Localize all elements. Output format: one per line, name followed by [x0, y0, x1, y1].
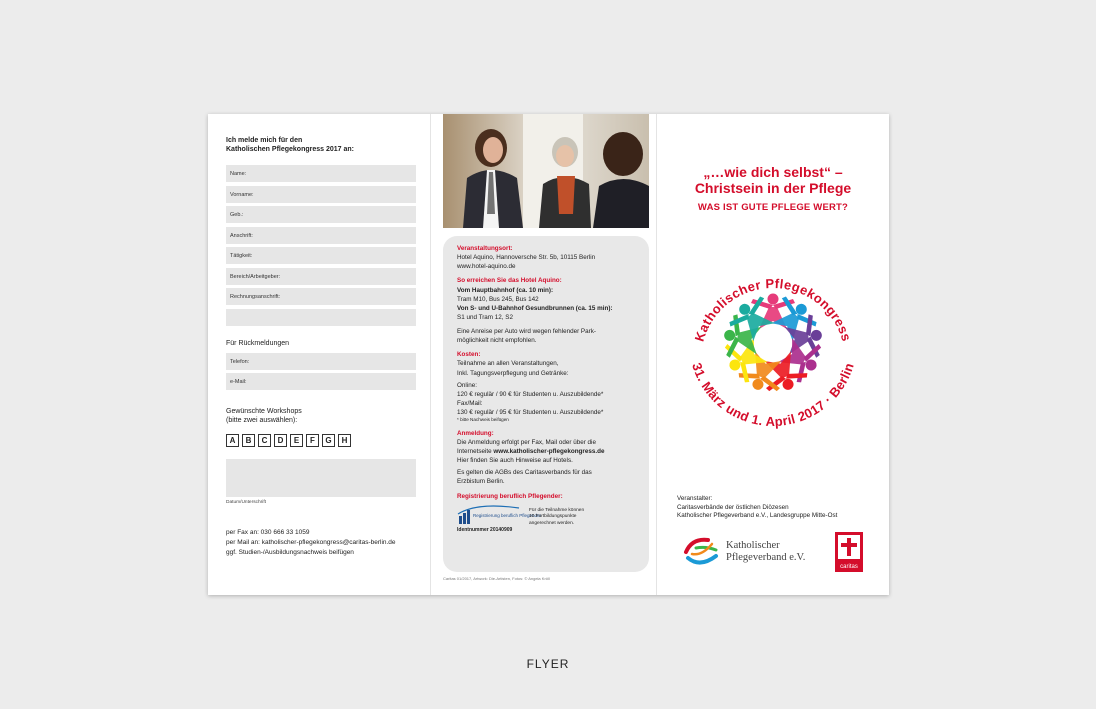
first-name-field[interactable]: Vorname:	[226, 186, 416, 203]
gesundbrunnen-text: S1 und Tram 12, S2	[457, 313, 514, 321]
contact-note: ggf. Studien-/Ausbildungsnachweis beifügen	[226, 549, 354, 557]
registration-title-line2: Katholischen Pflegekongress 2017 an:	[226, 146, 354, 154]
headline-question: WAS IST GUTE PFLEGE WERT?	[697, 202, 849, 213]
registration-logo-text: Registrierung beruflich Pflegender	[473, 512, 542, 518]
venue-heading: Veranstaltungsort:	[457, 245, 513, 252]
workshop-h-checkbox[interactable]: H	[338, 434, 351, 447]
caritas-logo	[835, 532, 863, 572]
registration-heading: Registrierung beruflich Pflegender:	[457, 492, 563, 500]
kpv-emblem-icon	[682, 534, 722, 570]
organizer-info	[677, 495, 837, 521]
signup-line3: Hier finden Sie auch Hinweise auf Hotels.	[457, 457, 573, 465]
agb-line2: Erzbistum Berlin.	[457, 478, 505, 486]
price-footnote: * bitte Nachweis beifügen	[457, 417, 509, 423]
emblem-arc-bottom: 31. März und 1. April 2017 · Berlin	[689, 360, 857, 430]
workshop-c-checkbox[interactable]: C	[258, 434, 271, 447]
signature-label: Datum/Unterschrift	[226, 500, 266, 505]
fax-price: 130 € regulär / 95 € für Studenten u. Auszubildende*	[457, 409, 604, 416]
gesundbrunnen-heading: Von S- und U-Bahnhof Gesundbrunnen (ca. 15 min):	[457, 304, 613, 312]
kpv-name-line2: Pflegeverband e.V.	[726, 552, 806, 563]
signup-line2	[457, 447, 635, 456]
contact-mail: per Mail an: katholischer-pflegekongress@caritas-berlin.de	[226, 539, 396, 547]
car-note-line2: möglichkeit nicht empfohlen.	[457, 337, 537, 345]
info-panel	[430, 114, 657, 595]
organizer-line1: Caritasverbände der östlichen Diözesen	[677, 503, 789, 511]
caption: FLYER	[526, 657, 570, 671]
workshop-f-checkbox[interactable]: F	[306, 434, 319, 447]
billing-address-field-2[interactable]	[226, 309, 416, 326]
phone-field[interactable]: Telefon:	[226, 353, 416, 370]
costs-heading: Kosten:	[457, 351, 481, 359]
people-ring-icon	[719, 291, 827, 397]
registration-title	[226, 136, 416, 155]
registration-note-line2: 10 Fortbildungspunkte	[529, 514, 577, 520]
workshop-a-checkbox[interactable]: A	[226, 434, 239, 447]
online-price: 120 € regulär / 90 € für Studenten u. Auszubildende*	[457, 390, 604, 398]
conference-photo	[443, 114, 649, 228]
hbf-heading: Vom Hauptbahnhof (ca. 10 min):	[457, 286, 554, 294]
contact-info	[226, 528, 396, 558]
registration-title-line1: Ich melde mich für den	[226, 137, 303, 144]
workshop-b-checkbox[interactable]: B	[242, 434, 255, 447]
fax-label: Fax/Mail:	[457, 399, 483, 407]
congress-emblem	[675, 242, 871, 443]
signature-field[interactable]	[226, 459, 416, 497]
registration-logo	[457, 504, 542, 534]
registration-ident: Identnummer 20140909	[457, 526, 513, 533]
caritas-logo-svg	[835, 532, 863, 572]
email-field[interactable]: e-Mail:	[226, 373, 416, 390]
registration-note	[529, 508, 584, 527]
registration-note-line3: angerechnet werden.	[529, 520, 575, 526]
registration-row	[457, 504, 635, 534]
cover-panel	[657, 114, 889, 595]
headline-quote: „…wie dich selbst“ –	[703, 164, 843, 180]
caritas-label: caritas	[840, 564, 858, 570]
congress-emblem-svg	[675, 242, 871, 438]
event-info-box	[443, 236, 649, 572]
workshops-label-line2: (bitte zwei auswählen):	[226, 416, 298, 424]
workshop-d-checkbox[interactable]: D	[274, 434, 287, 447]
kpv-logo	[682, 534, 805, 570]
contact-fax: per Fax an: 030 666 33 1059	[226, 529, 310, 536]
agb-line1: Es gelten die AGBs des Caritasverbands für das	[457, 469, 592, 477]
organizer-line2: Katholischer Pflegeverband e.V., Landesgruppe Mitte-Ost	[677, 512, 838, 519]
workshops-label	[226, 408, 302, 426]
registration-note-line1: Für die Teilnahme können	[529, 507, 585, 513]
svg-text:31. März und 1. April 2017 · B	[689, 361, 857, 429]
costs-line1: Teilnahme an allen Veranstaltungen,	[457, 360, 559, 368]
venue-website[interactable]: www.hotel-aquino.de	[457, 263, 516, 271]
feedback-label: Für Rückmeldungen	[226, 340, 290, 347]
credits: Caritas 01/2017, Artwork: Die-Artisten, Fotos: © Angela Kröll	[443, 576, 550, 581]
directions-heading: So erreichen Sie das Hotel Aquino:	[457, 277, 562, 285]
flyer	[208, 114, 889, 595]
workshop-checkboxes	[226, 434, 351, 447]
online-label: Online:	[457, 381, 477, 389]
kpv-name	[726, 540, 805, 563]
occupation-field[interactable]: Tätigkeit:	[226, 247, 416, 264]
car-note-line1: Eine Anreise per Auto wird wegen fehlender Park-	[457, 328, 596, 335]
workshop-g-checkbox[interactable]: G	[322, 434, 335, 447]
billing-address-field[interactable]: Rechnungsanschrift:	[226, 288, 416, 305]
name-field[interactable]: Name:	[226, 165, 416, 182]
registration-panel	[208, 114, 430, 595]
costs-line2: Inkl. Tagungsverpflegung und Getränke:	[457, 369, 569, 377]
organizer-label: Veranstalter:	[677, 495, 713, 502]
employer-field[interactable]: Bereich/Arbeitgeber:	[226, 268, 416, 285]
signup-line1: Die Anmeldung erfolgt per Fax, Mail oder über die	[457, 438, 596, 446]
kpv-name-line1: Katholischer	[726, 540, 780, 552]
hbf-text: Tram M10, Bus 245, Bus 142	[457, 295, 539, 303]
venue-address: Hotel Aquino, Hannoversche Str. 5b, 10115 Berlin	[457, 254, 596, 262]
signup-line2-text: Internetseite	[457, 448, 494, 456]
workshop-e-checkbox[interactable]: E	[290, 434, 303, 447]
emblem-arc-top: Katholischer Pflegekongress	[691, 275, 855, 344]
address-field[interactable]: Anschrift:	[226, 227, 416, 244]
headline-subtitle: Christsein in der Pflege	[694, 180, 852, 196]
workshops-label-line1: Gewünschte Workshops	[226, 408, 302, 415]
birthdate-field[interactable]: Geb.:	[226, 206, 416, 223]
signup-website-link[interactable]: www.katholischer-pflegekongress.de	[493, 448, 605, 456]
signup-heading: Anmeldung:	[457, 429, 494, 437]
